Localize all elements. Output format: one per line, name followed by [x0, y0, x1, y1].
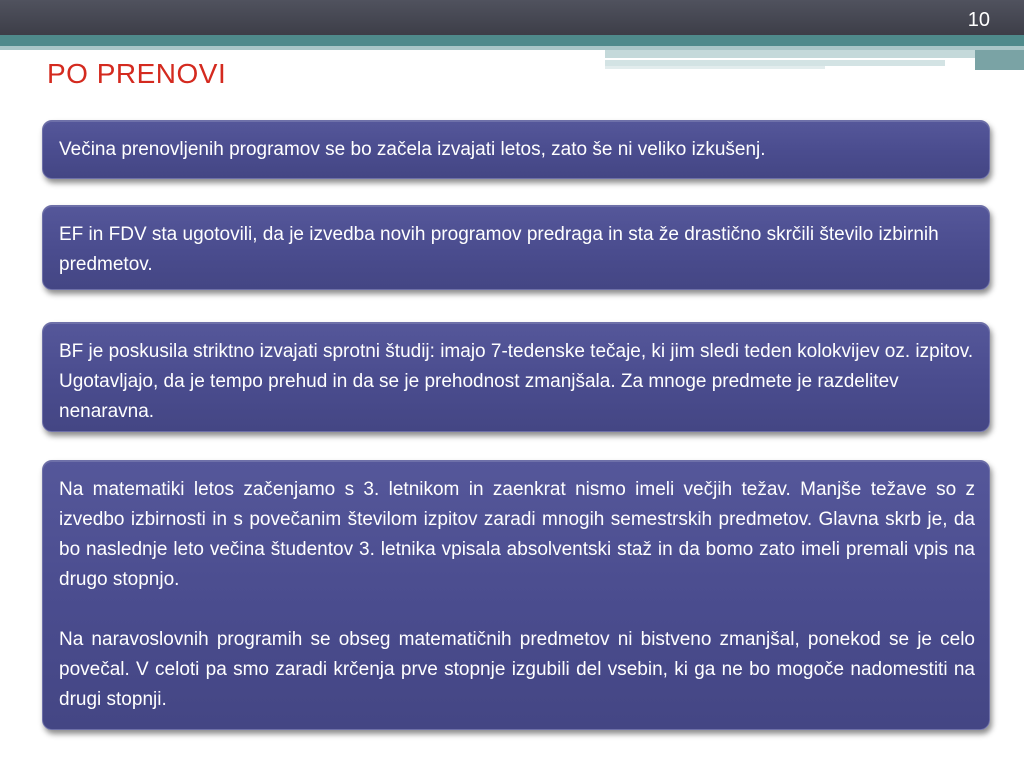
slide-number: 10 [967, 9, 990, 31]
decorative-stripe [605, 66, 825, 69]
header-bar [0, 0, 1024, 35]
decorative-stripe [0, 35, 1024, 46]
text-box-2: EF in FDV sta ugotovili, da je izvedba novih programov predraga in sta že drastično skrčili število izbirnih predmetov. [42, 205, 990, 290]
paragraph-natural-sciences: Na naravoslovnih programih se obseg matematičnih predmetov ni bistveno zmanjšal, ponekod se je celo povečal. V celoti pa smo zaradi krčenja prve stopnje izgubili del vsebin, ki ga ne bo mogoče nadomestiti na drugi stopnji. [59, 629, 975, 710]
text-box-1: Večina prenovljenih programov se bo začela izvajati letos, zato še ni veliko izkušenj. [42, 120, 990, 179]
decorative-stripe [605, 50, 1024, 58]
decorative-stripe [975, 50, 1024, 70]
paragraph-mathematics: Na matematiki letos začenjamo s 3. letnikom in zaenkrat nismo imeli večjih težav. Manjše težave so z izvedbo izbirnosti in s povečanim številom izpitov zaradi mnogih semestrskih predmetov. Glavna skrb je, da bo naslednje leto večina študentov 3. letnika vpisala absolventski staž in da bomo zato imeli premali vpis na drugo stopnjo. [59, 479, 975, 590]
slide-title: PO PRENOVI [47, 58, 227, 89]
text-box-3: BF je poskusila striktno izvajati sprotni študij: imajo 7-tedenske tečaje, ki jim sledi teden kolokvijev oz. izpitov. Ugotavljajo, da je tempo prehud in da se je prehodnost zmanjšala. Za mnoge predmete je razdelitev nenaravna. [42, 322, 990, 432]
text-box-4 [42, 460, 990, 730]
